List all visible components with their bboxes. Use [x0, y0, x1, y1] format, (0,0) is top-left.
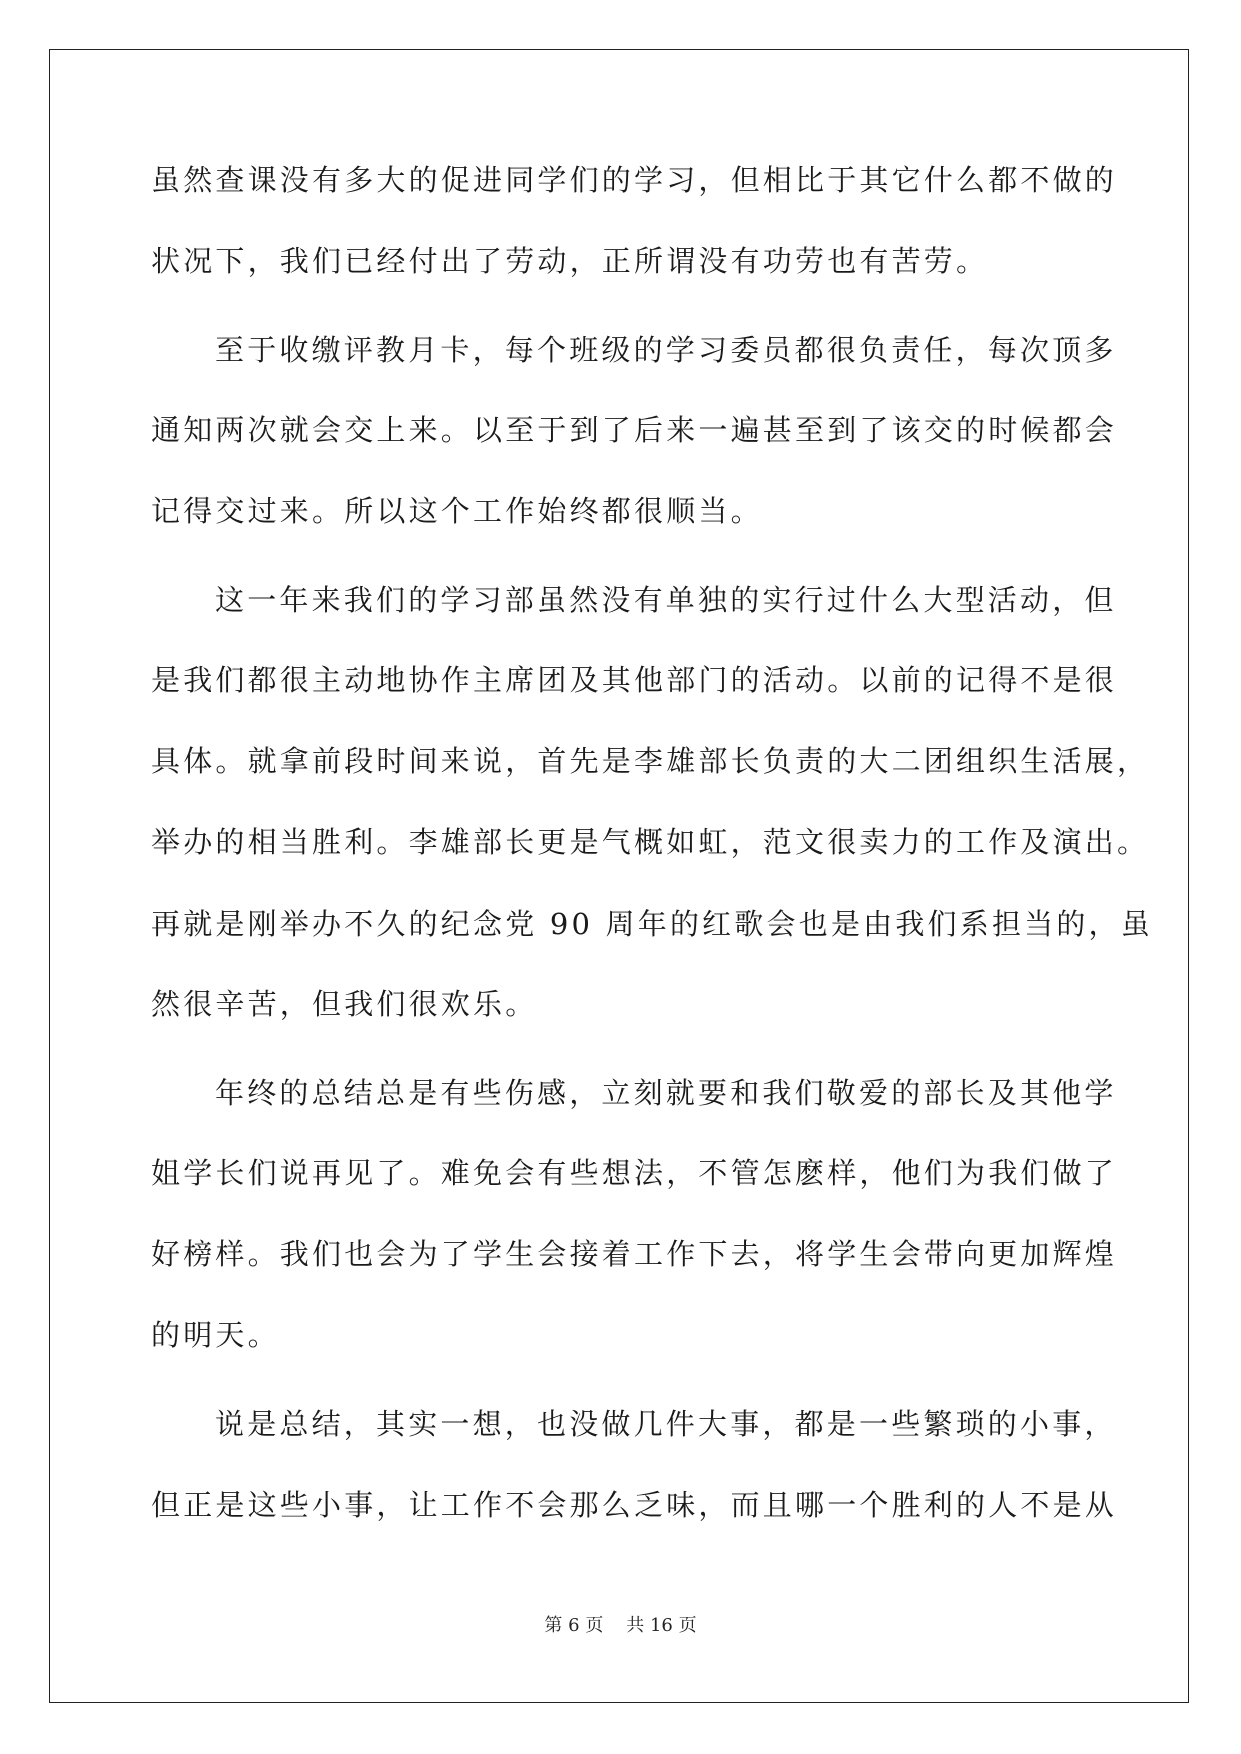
- page-total: 共 16 页: [626, 1615, 697, 1636]
- text-line: 说是总结，其实一想，也没做几件大事，都是一些繁琐的小事，: [215, 1407, 1117, 1441]
- text-line: 是我们都很主动地协作主席团及其他部门的活动。以前的记得不是很: [151, 663, 1118, 697]
- text-line: 虽然查课没有多大的促进同学们的学习，但相比于其它什么都不做的: [151, 163, 1118, 197]
- text-line: 然很辛苦，但我们很欢乐。: [151, 987, 538, 1021]
- page-number: 第 6 页: [544, 1615, 604, 1636]
- page-border: [49, 49, 1189, 1703]
- page-footer: [0, 1614, 1241, 1638]
- text-line: 这一年来我们的学习部虽然没有单独的实行过什么大型活动，但: [215, 583, 1117, 617]
- text-line: 具体。就拿前段时间来说，首先是李雄部长负责的大二团组织生活展，: [151, 744, 1150, 778]
- text-line: 通知两次就会交上来。以至于到了后来一遍甚至到了该交的时候都会: [151, 413, 1118, 447]
- text-line: 好榜样。我们也会为了学生会接着工作下去，将学生会带向更加辉煌: [151, 1237, 1118, 1271]
- text-line: 记得交过来。所以这个工作始终都很顺当。: [151, 494, 763, 528]
- text-line: 至于收缴评教月卡，每个班级的学习委员都很负责任，每次顶多: [215, 333, 1117, 367]
- text-line: 但正是这些小事，让工作不会那么乏味，而且哪一个胜利的人不是从: [151, 1488, 1118, 1522]
- text-line: 的明天。: [151, 1318, 280, 1352]
- text-line: 再就是刚举办不久的纪念党 90 周年的红歌会也是由我们系担当的，虽: [151, 907, 1153, 941]
- text-line: 举办的相当胜利。李雄部长更是气概如虹，范文很卖力的工作及演出。: [151, 825, 1150, 859]
- text-line: 状况下，我们已经付出了劳动，正所谓没有功劳也有苦劳。: [151, 244, 989, 278]
- text-line: 姐学长们说再见了。难免会有些想法，不管怎麽样，他们为我们做了: [151, 1156, 1118, 1190]
- text-line: 年终的总结总是有些伤感，立刻就要和我们敬爱的部长及其他学: [215, 1076, 1117, 1110]
